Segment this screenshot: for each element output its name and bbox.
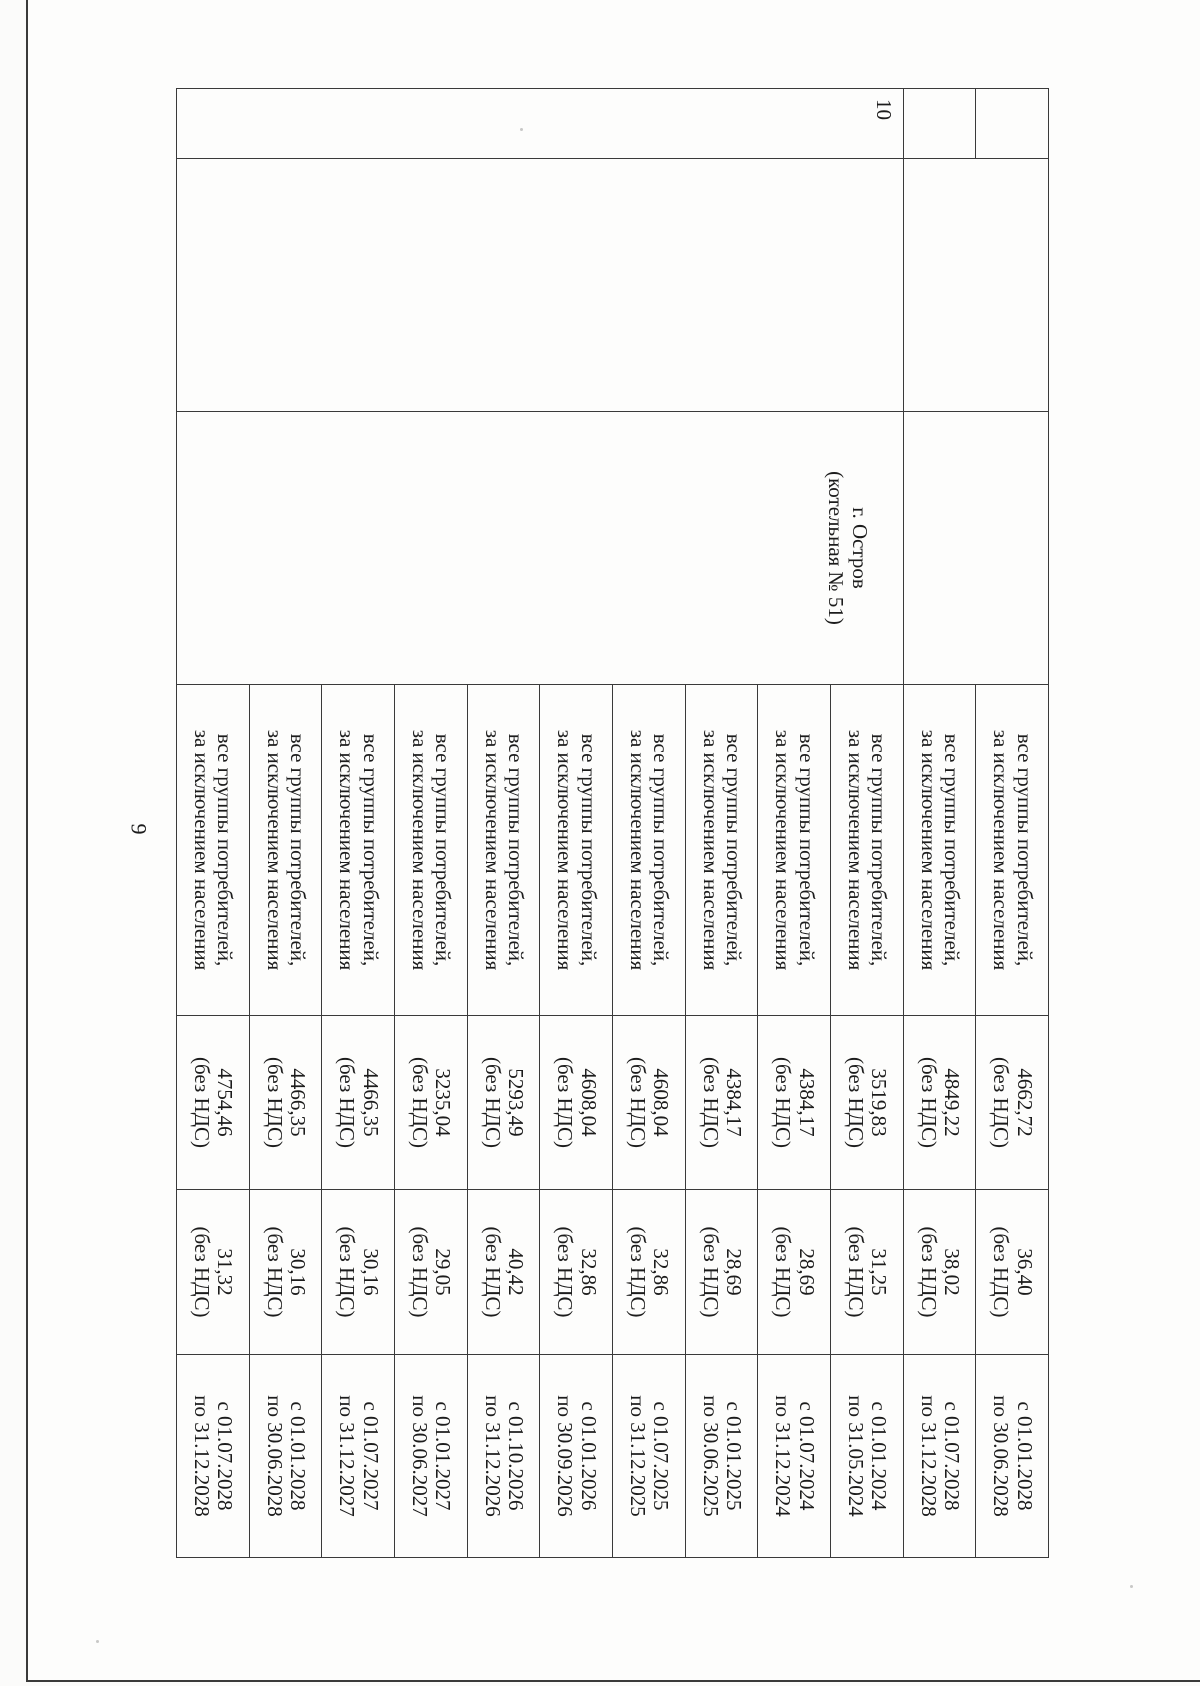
cell-line: 3235,04 — [431, 1068, 456, 1137]
secondary-value-cell — [467, 1190, 540, 1355]
tariff-value-cell — [467, 1016, 540, 1190]
cell-line: 28,69 — [794, 1248, 819, 1296]
cell-line: 31,25 — [867, 1248, 892, 1296]
cell-line: за исключением населения — [480, 729, 505, 971]
cell-line: по 30.09.2026 — [553, 1395, 578, 1517]
cell-line: 3519,83 — [867, 1068, 892, 1137]
tariff-value-cell — [540, 1016, 613, 1190]
scan-speck — [1130, 1585, 1133, 1588]
consumer-group-cell — [685, 685, 758, 1016]
cell-line: (без НДС) — [916, 1226, 941, 1318]
consumer-group-cell — [613, 685, 686, 1016]
scan-speck — [520, 128, 523, 131]
cell-line: (без НДС) — [625, 1226, 650, 1318]
secondary-value-cell — [540, 1190, 613, 1355]
cell-line: по 31.12.2024 — [771, 1395, 796, 1517]
period-cell — [758, 1355, 831, 1558]
cell-line: (без НДС) — [407, 1056, 432, 1148]
page-number: 9 — [126, 823, 152, 835]
cell-line: по 31.12.2027 — [335, 1395, 360, 1517]
period-cell — [249, 1355, 322, 1558]
cell-line: (без НДС) — [189, 1056, 214, 1148]
cell-line: по 30.06.2028 — [989, 1395, 1014, 1517]
cell-line: по 30.06.2025 — [698, 1395, 723, 1517]
cell-line: (без НДС) — [335, 1226, 360, 1318]
cell-line: (без НДС) — [189, 1226, 214, 1318]
period-cell — [685, 1355, 758, 1558]
cell-line: 30,16 — [358, 1248, 383, 1296]
cell-line: за исключением населения — [262, 729, 287, 971]
secondary-value-cell — [322, 1190, 395, 1355]
cell-line: все группы потребителей, — [722, 733, 747, 967]
tariff-value-cell — [322, 1016, 395, 1190]
cell-line: все группы потребителей, — [867, 733, 892, 967]
cell-line: (без НДС) — [698, 1056, 723, 1148]
period-cell — [177, 1355, 250, 1558]
cell-line: 4608,04 — [649, 1068, 674, 1137]
cell-line: с 01.07.2028 — [213, 1401, 238, 1511]
cell-line: (без НДС) — [843, 1056, 868, 1148]
consumer-group-cell — [322, 685, 395, 1016]
cell-line: 29,05 — [431, 1248, 456, 1296]
cell-line: 40,42 — [504, 1248, 529, 1296]
cell-line: по 30.06.2027 — [407, 1395, 432, 1517]
consumer-group-cell — [831, 685, 904, 1016]
cell-line: за исключением населения — [771, 729, 796, 971]
cell-line: (без НДС) — [989, 1056, 1014, 1148]
cell-line: по 31.12.2026 — [480, 1395, 505, 1517]
secondary-value-cell — [395, 1190, 468, 1355]
table-row — [976, 89, 1049, 1558]
cell-line: 31,32 — [213, 1248, 238, 1296]
cell-line: все группы потребителей, — [649, 733, 674, 967]
cell-line: (без НДС) — [916, 1056, 941, 1148]
tariff-value-cell — [831, 1016, 904, 1190]
cell-line: все группы потребителей, — [504, 733, 529, 967]
consumer-group-cell — [903, 685, 976, 1016]
cell-line: 4466,35 — [286, 1068, 311, 1137]
cell-line: 4608,04 — [576, 1068, 601, 1137]
cell-line: за исключением населения — [189, 729, 214, 971]
cell-line: по 31.12.2025 — [625, 1395, 650, 1517]
cell-line: 4662,72 — [1012, 1068, 1037, 1137]
cell-line: за исключением населения — [916, 729, 941, 971]
cell-line: все группы потребителей, — [1012, 733, 1037, 967]
cell-line: все группы потребителей, — [794, 733, 819, 967]
tariff-value-cell — [177, 1016, 250, 1190]
cell-line: (котельная № 51) — [824, 471, 849, 625]
cell-line: с 01.01.2028 — [1012, 1401, 1037, 1511]
consumer-group-cell — [540, 685, 613, 1016]
period-cell — [467, 1355, 540, 1558]
cell-line: за исключением населения — [553, 729, 578, 971]
secondary-value-cell — [613, 1190, 686, 1355]
tariff-value-cell — [903, 1016, 976, 1190]
cell-line: (без НДС) — [771, 1226, 796, 1318]
period-cell — [831, 1355, 904, 1558]
cell-line: 28,69 — [722, 1248, 747, 1296]
cell-line: (без НДС) — [771, 1056, 796, 1148]
cell-line: по 31.05.2024 — [843, 1395, 868, 1517]
cell-number-empty — [903, 89, 976, 159]
cell-line: 4384,17 — [722, 1068, 747, 1137]
cell-line: с 01.07.2028 — [940, 1401, 965, 1511]
tariff-table — [176, 88, 1049, 1558]
cell-organization-empty — [177, 159, 904, 412]
cell-line: по 30.06.2028 — [262, 1395, 287, 1517]
secondary-value-cell — [249, 1190, 322, 1355]
cell-line: за исключением населения — [989, 729, 1014, 971]
cell-location-empty — [903, 412, 1048, 685]
cell-line: все группы потребителей, — [286, 733, 311, 967]
cell-line: 5293,49 — [504, 1068, 529, 1137]
consumer-group-cell — [467, 685, 540, 1016]
tariff-value-cell — [758, 1016, 831, 1190]
cell-line: 4754,46 — [213, 1068, 238, 1137]
cell-line: с 01.01.2026 — [576, 1401, 601, 1511]
consumer-group-cell — [758, 685, 831, 1016]
period-cell — [540, 1355, 613, 1558]
cell-line: все группы потребителей, — [431, 733, 456, 967]
cell-line: (без НДС) — [335, 1056, 360, 1148]
cell-line: по 31.12.2028 — [916, 1395, 941, 1517]
cell-number-empty — [976, 89, 1049, 159]
cell-line: (без НДС) — [262, 1056, 287, 1148]
consumer-group-cell — [177, 685, 250, 1016]
cell-line: 4849,22 — [940, 1068, 965, 1137]
cell-organization-empty — [903, 159, 1048, 412]
secondary-value-cell — [903, 1190, 976, 1355]
cell-line: все группы потребителей, — [576, 733, 601, 967]
cell-line: (без НДС) — [625, 1056, 650, 1148]
cell-line: (без НДС) — [553, 1056, 578, 1148]
period-cell — [976, 1355, 1049, 1558]
cell-line: за исключением населения — [843, 729, 868, 971]
tariff-value-cell — [613, 1016, 686, 1190]
location-cell — [177, 412, 904, 685]
cell-line: за исключением населения — [407, 729, 432, 971]
consumer-group-cell — [395, 685, 468, 1016]
cell-line: (без НДС) — [553, 1226, 578, 1318]
cell-line: 36,40 — [1012, 1248, 1037, 1296]
cell-line: с 01.01.2028 — [286, 1401, 311, 1511]
rotated-table-wrapper — [176, 88, 1049, 1557]
period-cell — [395, 1355, 468, 1558]
cell-line: с 01.07.2025 — [649, 1401, 674, 1511]
tariff-value-cell — [249, 1016, 322, 1190]
cell-line: с 01.01.2027 — [431, 1401, 456, 1511]
cell-line: (без НДС) — [480, 1226, 505, 1318]
period-cell — [613, 1355, 686, 1558]
consumer-group-cell — [976, 685, 1049, 1016]
cell-line: с 01.01.2025 — [722, 1401, 747, 1511]
cell-line: 32,86 — [649, 1248, 674, 1296]
period-cell — [903, 1355, 976, 1558]
secondary-value-cell — [177, 1190, 250, 1355]
cell-line: с 01.07.2024 — [794, 1401, 819, 1511]
cell-line: (без НДС) — [989, 1226, 1014, 1318]
cell-line: за исключением населения — [625, 729, 650, 971]
tariff-table-body — [177, 89, 1049, 1558]
secondary-value-cell — [685, 1190, 758, 1355]
cell-line: г. Остров — [847, 507, 872, 589]
row-number-cell: 10 — [177, 89, 904, 159]
cell-line: с 01.01.2024 — [867, 1401, 892, 1511]
period-cell — [322, 1355, 395, 1558]
cell-line: за исключением населения — [335, 729, 360, 971]
secondary-value-cell — [831, 1190, 904, 1355]
cell-line: все группы потребителей, — [358, 733, 383, 967]
cell-line: 30,16 — [286, 1248, 311, 1296]
secondary-value-cell — [758, 1190, 831, 1355]
cell-line: (без НДС) — [407, 1226, 432, 1318]
cell-line: с 01.10.2026 — [504, 1401, 529, 1511]
cell-line: за исключением населения — [698, 729, 723, 971]
cell-line: 4384,17 — [794, 1068, 819, 1137]
tariff-value-cell — [395, 1016, 468, 1190]
cell-line: с 01.07.2027 — [358, 1401, 383, 1511]
tariff-value-cell — [685, 1016, 758, 1190]
tariff-value-cell — [976, 1016, 1049, 1190]
cell-line: по 31.12.2028 — [189, 1395, 214, 1517]
cell-line: 4466,35 — [358, 1068, 383, 1137]
cell-line: все группы потребителей, — [940, 733, 965, 967]
consumer-group-cell — [249, 685, 322, 1016]
table-row — [831, 89, 904, 1558]
secondary-value-cell — [976, 1190, 1049, 1355]
cell-line: 38,02 — [940, 1248, 965, 1296]
cell-line: 32,86 — [576, 1248, 601, 1296]
cell-line: (без НДС) — [843, 1226, 868, 1318]
cell-line: (без НДС) — [262, 1226, 287, 1318]
cell-line: (без НДС) — [698, 1226, 723, 1318]
scan-speck — [96, 1640, 99, 1643]
cell-line: (без НДС) — [480, 1056, 505, 1148]
cell-line: все группы потребителей, — [213, 733, 238, 967]
